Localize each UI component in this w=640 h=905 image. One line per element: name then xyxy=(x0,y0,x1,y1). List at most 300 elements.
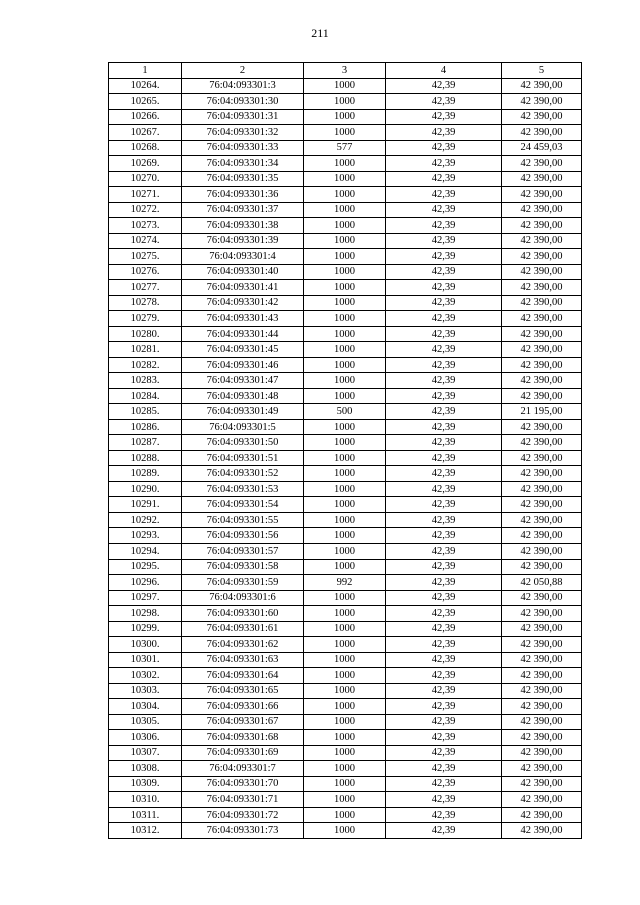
rate-cell: 42,39 xyxy=(386,373,502,389)
row-number-cell: 10310. xyxy=(109,792,182,808)
amount-cell: 42 390,00 xyxy=(502,683,582,699)
amount-cell: 42 390,00 xyxy=(502,264,582,280)
cadastral-number-cell: 76:04:093301:5 xyxy=(182,419,304,435)
amount-cell: 42 390,00 xyxy=(502,466,582,482)
cadastral-number-cell: 76:04:093301:35 xyxy=(182,171,304,187)
cadastral-number-cell: 76:04:093301:62 xyxy=(182,637,304,653)
row-number-cell: 10307. xyxy=(109,745,182,761)
amount-cell: 42 390,00 xyxy=(502,792,582,808)
table-row xyxy=(109,559,582,575)
row-number-cell: 10312. xyxy=(109,823,182,839)
cadastral-number-cell: 76:04:093301:54 xyxy=(182,497,304,513)
rate-cell: 42,39 xyxy=(386,140,502,156)
area-cell: 1000 xyxy=(304,543,386,559)
rate-cell: 42,39 xyxy=(386,419,502,435)
rate-cell: 42,39 xyxy=(386,699,502,715)
row-number-cell: 10290. xyxy=(109,481,182,497)
cadastral-number-cell: 76:04:093301:39 xyxy=(182,233,304,249)
table-body xyxy=(109,78,582,838)
amount-cell: 42 390,00 xyxy=(502,388,582,404)
amount-cell: 42 390,00 xyxy=(502,171,582,187)
table-row xyxy=(109,590,582,606)
table-row xyxy=(109,652,582,668)
row-number-cell: 10277. xyxy=(109,280,182,296)
rate-cell: 42,39 xyxy=(386,776,502,792)
area-cell: 1000 xyxy=(304,450,386,466)
cadastral-number-cell: 76:04:093301:33 xyxy=(182,140,304,156)
column-header: 5 xyxy=(502,63,582,79)
amount-cell: 42 390,00 xyxy=(502,373,582,389)
cadastral-number-cell: 76:04:093301:73 xyxy=(182,823,304,839)
column-header: 3 xyxy=(304,63,386,79)
rate-cell: 42,39 xyxy=(386,543,502,559)
area-cell: 1000 xyxy=(304,419,386,435)
table-header-row xyxy=(109,63,582,79)
rate-cell: 42,39 xyxy=(386,497,502,513)
cadastral-number-cell: 76:04:093301:52 xyxy=(182,466,304,482)
cadastral-number-cell: 76:04:093301:40 xyxy=(182,264,304,280)
area-cell: 1000 xyxy=(304,233,386,249)
area-cell: 1000 xyxy=(304,792,386,808)
amount-cell: 42 390,00 xyxy=(502,187,582,203)
row-number-cell: 10306. xyxy=(109,730,182,746)
rate-cell: 42,39 xyxy=(386,668,502,684)
area-cell: 1000 xyxy=(304,481,386,497)
cadastral-number-cell: 76:04:093301:51 xyxy=(182,450,304,466)
row-number-cell: 10278. xyxy=(109,295,182,311)
amount-cell: 42 390,00 xyxy=(502,357,582,373)
rate-cell: 42,39 xyxy=(386,94,502,110)
cadastral-number-cell: 76:04:093301:55 xyxy=(182,512,304,528)
column-header: 2 xyxy=(182,63,304,79)
table-row xyxy=(109,466,582,482)
area-cell: 1000 xyxy=(304,435,386,451)
table-row xyxy=(109,637,582,653)
row-number-cell: 10295. xyxy=(109,559,182,575)
area-cell: 500 xyxy=(304,404,386,420)
amount-cell: 42 390,00 xyxy=(502,699,582,715)
rate-cell: 42,39 xyxy=(386,528,502,544)
column-header: 4 xyxy=(386,63,502,79)
cadastral-number-cell: 76:04:093301:36 xyxy=(182,187,304,203)
cadastral-number-cell: 76:04:093301:43 xyxy=(182,311,304,327)
cadastral-number-cell: 76:04:093301:68 xyxy=(182,730,304,746)
area-cell: 1000 xyxy=(304,590,386,606)
cadastral-number-cell: 76:04:093301:46 xyxy=(182,357,304,373)
rate-cell: 42,39 xyxy=(386,264,502,280)
area-cell: 1000 xyxy=(304,357,386,373)
table-row xyxy=(109,78,582,94)
amount-cell: 42 390,00 xyxy=(502,280,582,296)
area-cell: 1000 xyxy=(304,311,386,327)
table-row xyxy=(109,575,582,591)
table-row xyxy=(109,745,582,761)
table-row xyxy=(109,171,582,187)
rate-cell: 42,39 xyxy=(386,202,502,218)
rate-cell: 42,39 xyxy=(386,78,502,94)
rate-cell: 42,39 xyxy=(386,823,502,839)
row-number-cell: 10282. xyxy=(109,357,182,373)
land-plot-table xyxy=(108,62,582,839)
row-number-cell: 10308. xyxy=(109,761,182,777)
table-row xyxy=(109,264,582,280)
rate-cell: 42,39 xyxy=(386,714,502,730)
area-cell: 1000 xyxy=(304,249,386,265)
cadastral-number-cell: 76:04:093301:47 xyxy=(182,373,304,389)
cadastral-number-cell: 76:04:093301:42 xyxy=(182,295,304,311)
area-cell: 1000 xyxy=(304,94,386,110)
cadastral-number-cell: 76:04:093301:56 xyxy=(182,528,304,544)
table-row xyxy=(109,419,582,435)
amount-cell: 42 390,00 xyxy=(502,311,582,327)
amount-cell: 42 390,00 xyxy=(502,528,582,544)
area-cell: 1000 xyxy=(304,559,386,575)
row-number-cell: 10279. xyxy=(109,311,182,327)
amount-cell: 42 390,00 xyxy=(502,419,582,435)
row-number-cell: 10294. xyxy=(109,543,182,559)
row-number-cell: 10267. xyxy=(109,125,182,141)
row-number-cell: 10300. xyxy=(109,637,182,653)
row-number-cell: 10271. xyxy=(109,187,182,203)
amount-cell: 42 390,00 xyxy=(502,606,582,622)
row-number-cell: 10270. xyxy=(109,171,182,187)
row-number-cell: 10304. xyxy=(109,699,182,715)
cadastral-number-cell: 76:04:093301:65 xyxy=(182,683,304,699)
cadastral-number-cell: 76:04:093301:30 xyxy=(182,94,304,110)
table-row xyxy=(109,761,582,777)
rate-cell: 42,39 xyxy=(386,590,502,606)
table-row xyxy=(109,668,582,684)
cadastral-number-cell: 76:04:093301:3 xyxy=(182,78,304,94)
table-row xyxy=(109,730,582,746)
rate-cell: 42,39 xyxy=(386,342,502,358)
amount-cell: 42 390,00 xyxy=(502,156,582,172)
rate-cell: 42,39 xyxy=(386,683,502,699)
table-row xyxy=(109,621,582,637)
cadastral-number-cell: 76:04:093301:66 xyxy=(182,699,304,715)
rate-cell: 42,39 xyxy=(386,171,502,187)
cadastral-number-cell: 76:04:093301:41 xyxy=(182,280,304,296)
table-row xyxy=(109,823,582,839)
rate-cell: 42,39 xyxy=(386,233,502,249)
rate-cell: 42,39 xyxy=(386,807,502,823)
area-cell: 1000 xyxy=(304,218,386,234)
area-cell: 1000 xyxy=(304,807,386,823)
amount-cell: 42 390,00 xyxy=(502,714,582,730)
cadastral-number-cell: 76:04:093301:71 xyxy=(182,792,304,808)
cadastral-number-cell: 76:04:093301:31 xyxy=(182,109,304,125)
row-number-cell: 10287. xyxy=(109,435,182,451)
area-cell: 1000 xyxy=(304,280,386,296)
amount-cell: 42 390,00 xyxy=(502,233,582,249)
cadastral-number-cell: 76:04:093301:53 xyxy=(182,481,304,497)
table-row xyxy=(109,606,582,622)
amount-cell: 42 390,00 xyxy=(502,745,582,761)
amount-cell: 42 390,00 xyxy=(502,652,582,668)
row-number-cell: 10283. xyxy=(109,373,182,389)
row-number-cell: 10288. xyxy=(109,450,182,466)
cadastral-number-cell: 76:04:093301:6 xyxy=(182,590,304,606)
rate-cell: 42,39 xyxy=(386,311,502,327)
table-row xyxy=(109,342,582,358)
table-row xyxy=(109,792,582,808)
table-row xyxy=(109,699,582,715)
area-cell: 1000 xyxy=(304,637,386,653)
table-row xyxy=(109,481,582,497)
area-cell: 1000 xyxy=(304,699,386,715)
area-cell: 1000 xyxy=(304,202,386,218)
table-row xyxy=(109,140,582,156)
area-cell: 1000 xyxy=(304,109,386,125)
row-number-cell: 10286. xyxy=(109,419,182,435)
cadastral-number-cell: 76:04:093301:7 xyxy=(182,761,304,777)
page-number: 211 xyxy=(311,26,329,40)
table-row xyxy=(109,280,582,296)
amount-cell: 42 390,00 xyxy=(502,218,582,234)
table-row xyxy=(109,125,582,141)
row-number-cell: 10309. xyxy=(109,776,182,792)
cadastral-number-cell: 76:04:093301:4 xyxy=(182,249,304,265)
area-cell: 1000 xyxy=(304,512,386,528)
row-number-cell: 10305. xyxy=(109,714,182,730)
rate-cell: 42,39 xyxy=(386,450,502,466)
row-number-cell: 10273. xyxy=(109,218,182,234)
rate-cell: 42,39 xyxy=(386,295,502,311)
row-number-cell: 10299. xyxy=(109,621,182,637)
area-cell: 1000 xyxy=(304,78,386,94)
row-number-cell: 10285. xyxy=(109,404,182,420)
rate-cell: 42,39 xyxy=(386,792,502,808)
rate-cell: 42,39 xyxy=(386,109,502,125)
rate-cell: 42,39 xyxy=(386,761,502,777)
rate-cell: 42,39 xyxy=(386,249,502,265)
amount-cell: 42 390,00 xyxy=(502,342,582,358)
table-row xyxy=(109,528,582,544)
rate-cell: 42,39 xyxy=(386,357,502,373)
row-number-cell: 10301. xyxy=(109,652,182,668)
row-number-cell: 10269. xyxy=(109,156,182,172)
row-number-cell: 10275. xyxy=(109,249,182,265)
area-cell: 1000 xyxy=(304,326,386,342)
area-cell: 992 xyxy=(304,575,386,591)
area-cell: 1000 xyxy=(304,745,386,761)
cadastral-number-cell: 76:04:093301:61 xyxy=(182,621,304,637)
cadastral-number-cell: 76:04:093301:45 xyxy=(182,342,304,358)
amount-cell: 42 390,00 xyxy=(502,109,582,125)
area-cell: 1000 xyxy=(304,264,386,280)
row-number-cell: 10272. xyxy=(109,202,182,218)
row-number-cell: 10292. xyxy=(109,512,182,528)
cadastral-number-cell: 76:04:093301:59 xyxy=(182,575,304,591)
table-row xyxy=(109,187,582,203)
row-number-cell: 10297. xyxy=(109,590,182,606)
table-row xyxy=(109,233,582,249)
amount-cell: 42 390,00 xyxy=(502,450,582,466)
cadastral-number-cell: 76:04:093301:44 xyxy=(182,326,304,342)
amount-cell: 42 390,00 xyxy=(502,512,582,528)
table-row xyxy=(109,683,582,699)
area-cell: 1000 xyxy=(304,761,386,777)
row-number-cell: 10289. xyxy=(109,466,182,482)
table-row xyxy=(109,388,582,404)
rate-cell: 42,39 xyxy=(386,730,502,746)
amount-cell: 42 390,00 xyxy=(502,776,582,792)
table-row xyxy=(109,435,582,451)
table-row xyxy=(109,373,582,389)
area-cell: 1000 xyxy=(304,171,386,187)
area-cell: 1000 xyxy=(304,295,386,311)
table-row xyxy=(109,450,582,466)
cadastral-number-cell: 76:04:093301:64 xyxy=(182,668,304,684)
area-cell: 1000 xyxy=(304,668,386,684)
rate-cell: 42,39 xyxy=(386,280,502,296)
rate-cell: 42,39 xyxy=(386,559,502,575)
area-cell: 1000 xyxy=(304,714,386,730)
row-number-cell: 10311. xyxy=(109,807,182,823)
cadastral-number-cell: 76:04:093301:50 xyxy=(182,435,304,451)
rate-cell: 42,39 xyxy=(386,621,502,637)
cadastral-number-cell: 76:04:093301:63 xyxy=(182,652,304,668)
table-row xyxy=(109,202,582,218)
row-number-cell: 10302. xyxy=(109,668,182,684)
area-cell: 1000 xyxy=(304,187,386,203)
row-number-cell: 10284. xyxy=(109,388,182,404)
amount-cell: 42 390,00 xyxy=(502,249,582,265)
area-cell: 1000 xyxy=(304,342,386,358)
cadastral-number-cell: 76:04:093301:57 xyxy=(182,543,304,559)
table-row xyxy=(109,295,582,311)
row-number-cell: 10293. xyxy=(109,528,182,544)
amount-cell: 42 390,00 xyxy=(502,621,582,637)
area-cell: 1000 xyxy=(304,606,386,622)
cadastral-number-cell: 76:04:093301:69 xyxy=(182,745,304,761)
row-number-cell: 10298. xyxy=(109,606,182,622)
cadastral-number-cell: 76:04:093301:34 xyxy=(182,156,304,172)
row-number-cell: 10274. xyxy=(109,233,182,249)
amount-cell: 42 390,00 xyxy=(502,761,582,777)
table-row xyxy=(109,156,582,172)
amount-cell: 42 390,00 xyxy=(502,543,582,559)
column-header: 1 xyxy=(109,63,182,79)
area-cell: 1000 xyxy=(304,776,386,792)
row-number-cell: 10268. xyxy=(109,140,182,156)
amount-cell: 42 390,00 xyxy=(502,481,582,497)
area-cell: 1000 xyxy=(304,125,386,141)
table-row xyxy=(109,249,582,265)
amount-cell: 42 390,00 xyxy=(502,559,582,575)
table-row xyxy=(109,807,582,823)
rate-cell: 42,39 xyxy=(386,218,502,234)
area-cell: 1000 xyxy=(304,497,386,513)
amount-cell: 42 390,00 xyxy=(502,202,582,218)
rate-cell: 42,39 xyxy=(386,388,502,404)
area-cell: 1000 xyxy=(304,373,386,389)
rate-cell: 42,39 xyxy=(386,652,502,668)
table-row xyxy=(109,776,582,792)
area-cell: 577 xyxy=(304,140,386,156)
amount-cell: 42 390,00 xyxy=(502,730,582,746)
cadastral-number-cell: 76:04:093301:48 xyxy=(182,388,304,404)
area-cell: 1000 xyxy=(304,621,386,637)
row-number-cell: 10303. xyxy=(109,683,182,699)
table-row xyxy=(109,512,582,528)
cadastral-number-cell: 76:04:093301:37 xyxy=(182,202,304,218)
row-number-cell: 10264. xyxy=(109,78,182,94)
amount-cell: 42 390,00 xyxy=(502,590,582,606)
cadastral-number-cell: 76:04:093301:60 xyxy=(182,606,304,622)
area-cell: 1000 xyxy=(304,528,386,544)
amount-cell: 42 390,00 xyxy=(502,637,582,653)
rate-cell: 42,39 xyxy=(386,435,502,451)
cadastral-number-cell: 76:04:093301:32 xyxy=(182,125,304,141)
area-cell: 1000 xyxy=(304,730,386,746)
table-row xyxy=(109,357,582,373)
rate-cell: 42,39 xyxy=(386,187,502,203)
amount-cell: 42 390,00 xyxy=(502,326,582,342)
amount-cell: 42 390,00 xyxy=(502,497,582,513)
amount-cell: 42 390,00 xyxy=(502,435,582,451)
rate-cell: 42,39 xyxy=(386,637,502,653)
amount-cell: 42 390,00 xyxy=(502,94,582,110)
table-row xyxy=(109,404,582,420)
rate-cell: 42,39 xyxy=(386,326,502,342)
table-row xyxy=(109,714,582,730)
row-number-cell: 10291. xyxy=(109,497,182,513)
amount-cell: 21 195,00 xyxy=(502,404,582,420)
row-number-cell: 10296. xyxy=(109,575,182,591)
table-row xyxy=(109,543,582,559)
amount-cell: 42 390,00 xyxy=(502,125,582,141)
amount-cell: 42 390,00 xyxy=(502,668,582,684)
row-number-cell: 10276. xyxy=(109,264,182,280)
row-number-cell: 10281. xyxy=(109,342,182,358)
cadastral-number-cell: 76:04:093301:58 xyxy=(182,559,304,575)
table-row xyxy=(109,94,582,110)
rate-cell: 42,39 xyxy=(386,512,502,528)
table-row xyxy=(109,109,582,125)
cadastral-number-cell: 76:04:093301:70 xyxy=(182,776,304,792)
table-row xyxy=(109,218,582,234)
area-cell: 1000 xyxy=(304,652,386,668)
rate-cell: 42,39 xyxy=(386,745,502,761)
area-cell: 1000 xyxy=(304,823,386,839)
rate-cell: 42,39 xyxy=(386,156,502,172)
rate-cell: 42,39 xyxy=(386,481,502,497)
table-row xyxy=(109,311,582,327)
amount-cell: 42 390,00 xyxy=(502,295,582,311)
amount-cell: 42 390,00 xyxy=(502,78,582,94)
table-row xyxy=(109,326,582,342)
row-number-cell: 10266. xyxy=(109,109,182,125)
rate-cell: 42,39 xyxy=(386,606,502,622)
amount-cell: 24 459,03 xyxy=(502,140,582,156)
row-number-cell: 10280. xyxy=(109,326,182,342)
rate-cell: 42,39 xyxy=(386,466,502,482)
area-cell: 1000 xyxy=(304,156,386,172)
cadastral-number-cell: 76:04:093301:38 xyxy=(182,218,304,234)
cadastral-number-cell: 76:04:093301:49 xyxy=(182,404,304,420)
amount-cell: 42 050,88 xyxy=(502,575,582,591)
row-number-cell: 10265. xyxy=(109,94,182,110)
amount-cell: 42 390,00 xyxy=(502,807,582,823)
area-cell: 1000 xyxy=(304,466,386,482)
amount-cell: 42 390,00 xyxy=(502,823,582,839)
cadastral-number-cell: 76:04:093301:72 xyxy=(182,807,304,823)
rate-cell: 42,39 xyxy=(386,125,502,141)
area-cell: 1000 xyxy=(304,683,386,699)
area-cell: 1000 xyxy=(304,388,386,404)
table-row xyxy=(109,497,582,513)
